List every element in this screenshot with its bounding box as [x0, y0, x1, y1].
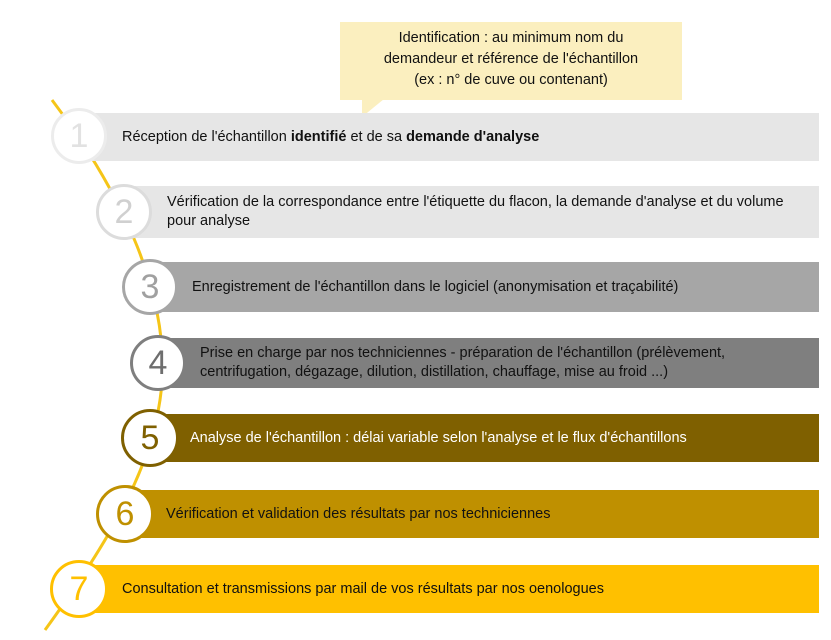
step-1-text	[122, 128, 539, 147]
step-4-number-circle	[130, 335, 186, 391]
step-4-bar	[160, 338, 819, 388]
step-7-bar	[78, 565, 819, 613]
step-3-bar	[152, 262, 819, 312]
step-2-bar	[125, 186, 819, 238]
step-6-bar	[126, 490, 819, 538]
callout-line: (ex : n° de cuve ou contenant)	[414, 72, 608, 88]
step-2-number: 2	[114, 192, 134, 231]
step-6-number-circle	[96, 485, 154, 543]
step-3-number: 3	[140, 267, 160, 306]
step-1-text-bold: demande d'analyse	[406, 128, 540, 145]
step-6-number: 6	[115, 494, 135, 533]
step-3-text: Enregistrement de l'échantillon dans le logiciel (anonymisation et traçabilité)	[192, 278, 679, 295]
step-7-number-circle	[50, 560, 108, 618]
step-2-text: Vérification de la correspondance entre l'étiquette du flacon, la demande d'analyse et du volume pour analyse	[167, 194, 784, 229]
step-1-number-circle	[51, 108, 107, 164]
step-7-number: 7	[69, 569, 89, 608]
step-1-text-part: Réception de l'échantillon	[122, 128, 291, 145]
identification-callout	[340, 22, 682, 100]
step-6-text: Vérification et validation des résultats par nos techniciennes	[166, 505, 551, 522]
step-1-text-bold: identifié	[290, 128, 347, 145]
step-1-number: 1	[69, 116, 89, 155]
step-4-number: 4	[148, 343, 168, 382]
step-5-number-circle	[121, 409, 179, 467]
step-5-bar	[150, 414, 819, 462]
step-2-number-circle	[96, 184, 152, 240]
step-4-text: Prise en charge par nos techniciennes - préparation de l'échantillon (prélèvement, centrifugation, dégazage, dilution, distillation, chauffage, mise au froid ...)	[200, 345, 726, 380]
step-7-text: Consultation et transmissions par mail de vos résultats par nos oenologues	[122, 580, 604, 597]
callout-line: demandeur et référence de l'échantillon	[383, 51, 639, 67]
step-5-text: Analyse de l'échantillon : délai variable selon l'analyse et le flux d'échantillons	[190, 429, 687, 446]
callout-line: Identification : au minimum nom du	[398, 30, 624, 46]
step-1-bar	[78, 113, 819, 161]
step-3-number-circle	[122, 259, 178, 315]
step-1-text-part: et de sa	[346, 128, 407, 145]
step-5-number: 5	[140, 418, 160, 457]
